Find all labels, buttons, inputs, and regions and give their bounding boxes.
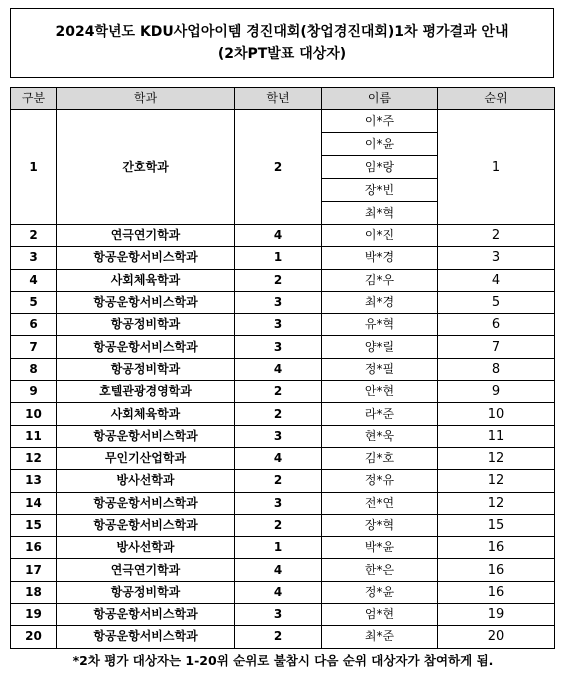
row-year: 4 (235, 225, 322, 247)
row-no: 2 (11, 225, 57, 247)
row-year: 4 (235, 358, 322, 380)
row-name: 최*경 (322, 291, 438, 313)
table-row (11, 447, 555, 469)
row-year: 3 (235, 291, 322, 313)
table-row (11, 314, 555, 336)
col-header-dept: 학과 (57, 88, 235, 110)
row-no: 12 (11, 447, 57, 469)
row-no: 11 (11, 425, 57, 447)
row-rank: 8 (438, 358, 555, 380)
row-dept: 항공운항서비스학과 (57, 336, 235, 358)
row-year: 4 (235, 559, 322, 581)
row-rank: 10 (438, 403, 555, 425)
table-row (11, 559, 555, 581)
row-no: 19 (11, 604, 57, 626)
row-rank: 1 (438, 110, 555, 225)
row-name: 김*우 (322, 269, 438, 291)
row-year: 2 (235, 381, 322, 403)
table-row (11, 626, 555, 648)
row-no: 3 (11, 247, 57, 269)
row-name: 이*윤 (322, 133, 438, 156)
row-name: 현*욱 (322, 425, 438, 447)
row-no: 20 (11, 626, 57, 648)
row-name: 임*랑 (322, 156, 438, 179)
row-dept: 방사선학과 (57, 470, 235, 492)
row-year: 3 (235, 492, 322, 514)
row-dept: 항공운항서비스학과 (57, 492, 235, 514)
row-rank: 20 (438, 626, 555, 648)
row-year: 4 (235, 581, 322, 603)
row-rank: 3 (438, 247, 555, 269)
row-rank: 6 (438, 314, 555, 336)
row-name: 김*호 (322, 447, 438, 469)
table-row (11, 225, 555, 247)
row-year: 2 (235, 403, 322, 425)
row-year: 4 (235, 447, 322, 469)
row-rank: 5 (438, 291, 555, 313)
row-rank: 12 (438, 447, 555, 469)
row-dept: 항공운항서비스학과 (57, 514, 235, 536)
table-row (11, 581, 555, 603)
footnote: *2차 평가 대상자는 1-20위 순위로 불참시 다음 순위 대상자가 참여하게 됨. (72, 653, 494, 668)
row-dept: 항공운항서비스학과 (57, 626, 235, 648)
results-table (10, 87, 555, 649)
row-no: 15 (11, 514, 57, 536)
row-dept: 항공운항서비스학과 (57, 604, 235, 626)
row-dept: 항공정비학과 (57, 581, 235, 603)
row-name: 최*준 (322, 626, 438, 648)
row-rank: 12 (438, 470, 555, 492)
row-dept: 항공운항서비스학과 (57, 291, 235, 313)
row-rank: 7 (438, 336, 555, 358)
row-name: 최*혁 (322, 202, 438, 225)
row-name: 장*혁 (322, 514, 438, 536)
header-row (11, 88, 555, 110)
row-name: 정*필 (322, 358, 438, 380)
row-year: 2 (235, 269, 322, 291)
table-body (11, 110, 555, 649)
row-year: 1 (235, 537, 322, 559)
row-rank: 4 (438, 269, 555, 291)
row-no: 16 (11, 537, 57, 559)
row-no: 9 (11, 381, 57, 403)
row-dept: 연극연기학과 (57, 559, 235, 581)
row-year: 3 (235, 314, 322, 336)
table-row (11, 514, 555, 536)
col-header-no: 구분 (11, 88, 57, 110)
row-year: 2 (235, 514, 322, 536)
row-no: 13 (11, 470, 57, 492)
table-row (11, 425, 555, 447)
row-dept: 항공운항서비스학과 (57, 425, 235, 447)
row-name: 전*연 (322, 492, 438, 514)
row-name: 유*혁 (322, 314, 438, 336)
row-name: 장*빈 (322, 179, 438, 202)
document-title: 2024학년도 KDU사업아이템 경진대회(창업경진대회)1차 평가결과 안내 (55, 24, 509, 40)
table-row (11, 604, 555, 626)
row-no: 14 (11, 492, 57, 514)
row-name: 이*주 (322, 110, 438, 133)
row-dept: 방사선학과 (57, 537, 235, 559)
row-name: 정*윤 (322, 581, 438, 603)
row-name: 박*경 (322, 247, 438, 269)
row-name: 한*은 (322, 559, 438, 581)
row-rank: 16 (438, 581, 555, 603)
row-rank: 9 (438, 381, 555, 403)
row-no: 4 (11, 269, 57, 291)
row-year: 1 (235, 247, 322, 269)
row-dept: 사회체육학과 (57, 403, 235, 425)
row-rank: 2 (438, 225, 555, 247)
row-rank: 16 (438, 537, 555, 559)
row-year: 3 (235, 604, 322, 626)
table-row (11, 269, 555, 291)
row-name: 양*릴 (322, 336, 438, 358)
row-dept: 간호학과 (57, 110, 235, 225)
row-dept: 무인기산업학과 (57, 447, 235, 469)
row-name: 라*준 (322, 403, 438, 425)
row-no: 6 (11, 314, 57, 336)
row-no: 8 (11, 358, 57, 380)
row-year: 2 (235, 470, 322, 492)
table-row (11, 358, 555, 380)
row-name: 박*윤 (322, 537, 438, 559)
row-rank: 19 (438, 604, 555, 626)
row-no: 7 (11, 336, 57, 358)
row-no: 5 (11, 291, 57, 313)
row-rank: 16 (438, 559, 555, 581)
table-row (11, 470, 555, 492)
row-dept: 항공정비학과 (57, 358, 235, 380)
table-row (11, 381, 555, 403)
table-row (11, 247, 555, 269)
table-row-group1 (11, 110, 555, 133)
row-dept: 사회체육학과 (57, 269, 235, 291)
row-rank: 11 (438, 425, 555, 447)
table-row (11, 403, 555, 425)
row-no: 10 (11, 403, 57, 425)
table-row (11, 537, 555, 559)
row-name: 이*진 (322, 225, 438, 247)
row-no: 18 (11, 581, 57, 603)
title-box (10, 8, 554, 78)
row-year: 3 (235, 336, 322, 358)
row-year: 2 (235, 626, 322, 648)
row-name: 안*현 (322, 381, 438, 403)
row-name: 정*유 (322, 470, 438, 492)
row-name: 엄*현 (322, 604, 438, 626)
table-row (11, 336, 555, 358)
row-rank: 12 (438, 492, 555, 514)
row-dept: 호텔관광경영학과 (57, 381, 235, 403)
row-dept: 항공운항서비스학과 (57, 247, 235, 269)
row-year: 2 (235, 110, 322, 225)
row-dept: 연극연기학과 (57, 225, 235, 247)
row-year: 3 (235, 425, 322, 447)
row-rank: 15 (438, 514, 555, 536)
col-header-rank: 순위 (438, 88, 555, 110)
document-subtitle: (2차PT발표 대상자) (217, 46, 347, 62)
row-no: 1 (11, 110, 57, 225)
col-header-name: 이름 (322, 88, 438, 110)
row-dept: 항공정비학과 (57, 314, 235, 336)
row-no: 17 (11, 559, 57, 581)
col-header-year: 학년 (235, 88, 322, 110)
table-row (11, 291, 555, 313)
table-row (11, 492, 555, 514)
